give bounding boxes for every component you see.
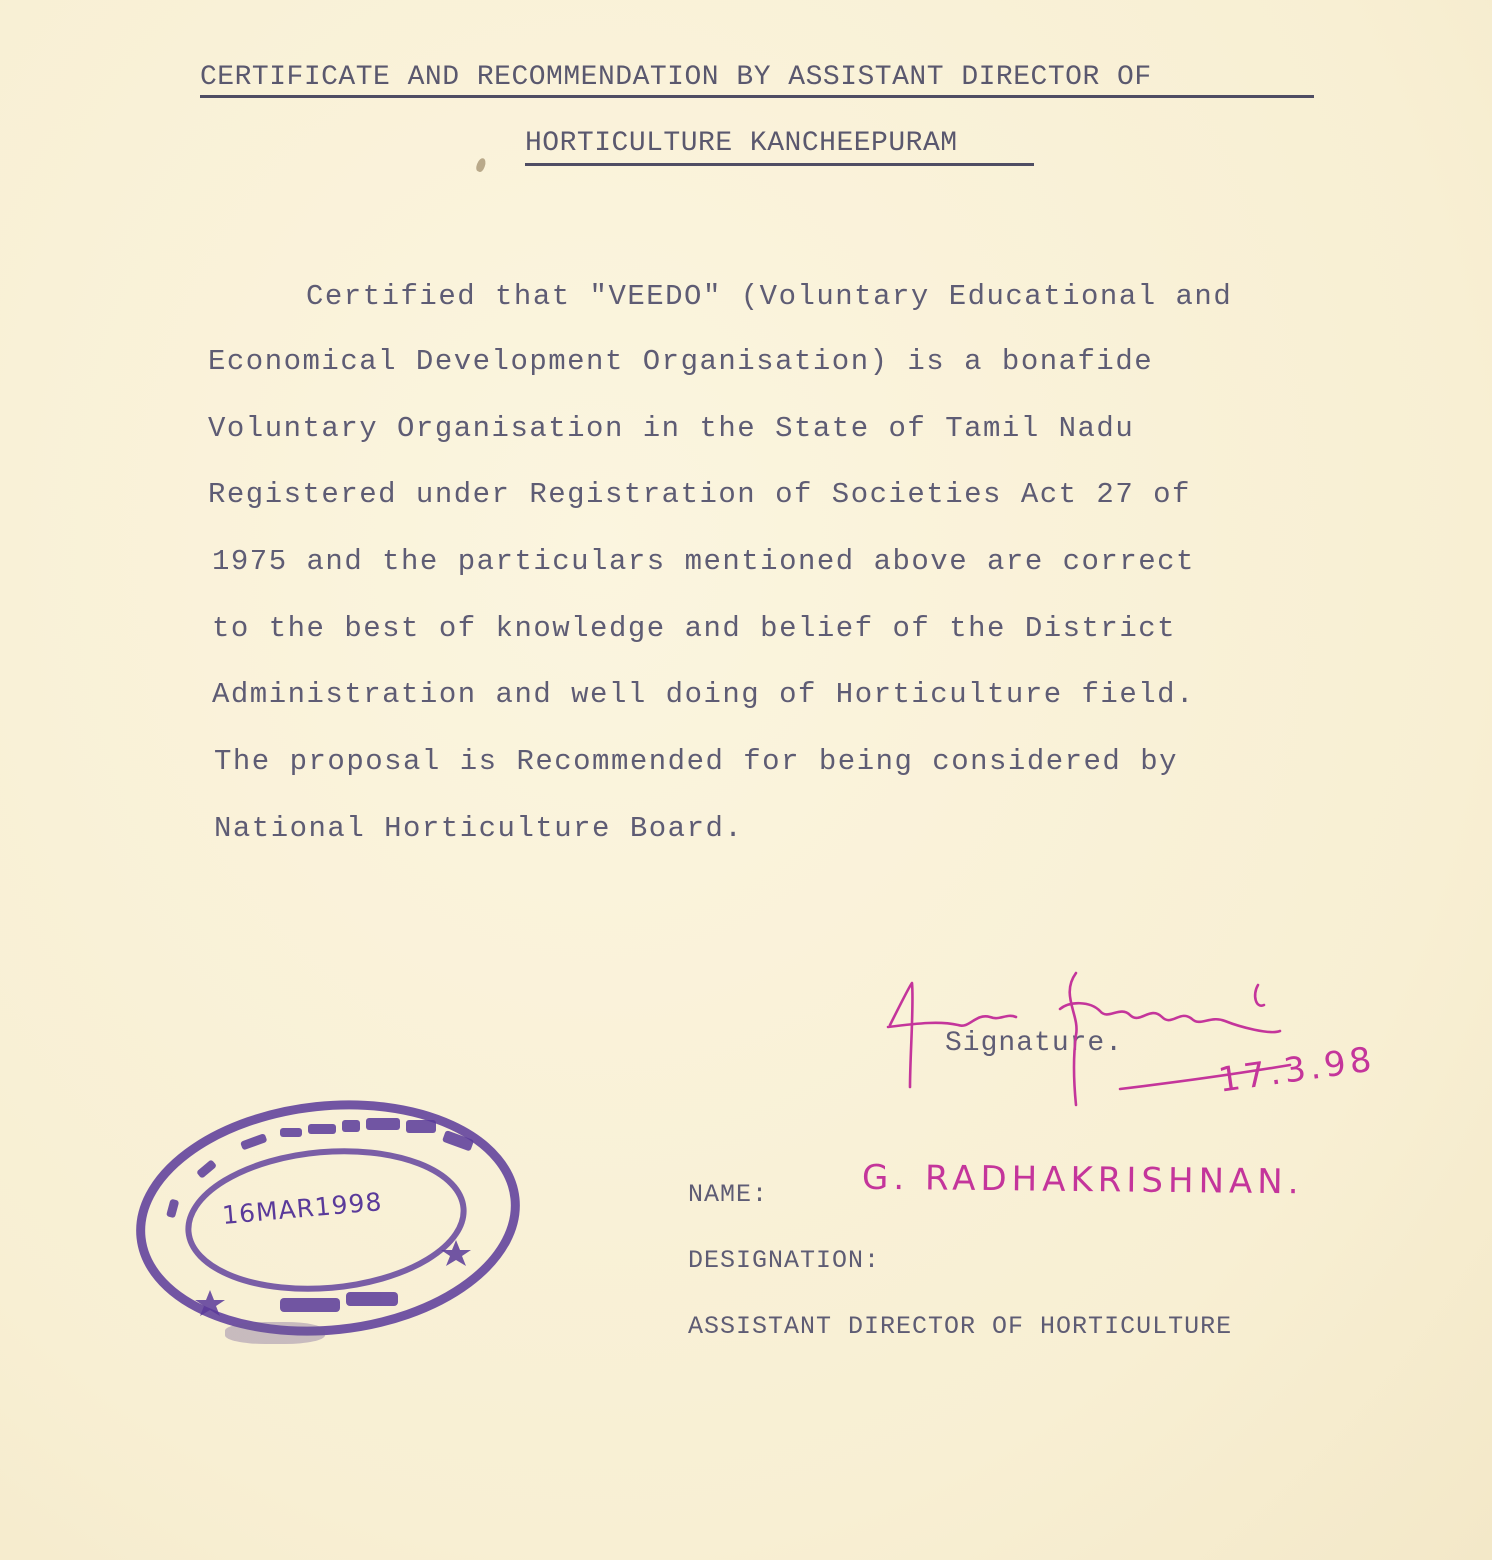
body-line-5: 1975 and the particulars mentioned above are correct (212, 545, 1195, 578)
body-line-9: National Horticulture Board. (214, 812, 744, 845)
body-line-2: Economical Development Organisation) is a bonafide (208, 345, 1154, 378)
name-value: G. RADHAKRISHNAN. (861, 1157, 1304, 1203)
handwritten-date: 17.3.98 (1215, 1039, 1378, 1101)
body-line-6: to the best of knowledge and belief of the District (212, 612, 1177, 645)
body-line-3: Voluntary Organisation in the State of Tamil Nadu (208, 412, 1135, 445)
document-title-line-2: HORTICULTURE KANCHEEPURAM (525, 128, 1034, 166)
body-line-7: Administration and well doing of Horticulture field. (212, 678, 1195, 711)
stamp-date: 16MAR1998 (221, 1187, 384, 1230)
ink-mark (475, 157, 487, 173)
stamp-smudge (225, 1322, 325, 1344)
signature-label: Signature. (945, 1028, 1124, 1059)
body-line-8: The proposal is Recommended for being considered by (214, 745, 1179, 778)
designation-value: ASSISTANT DIRECTOR OF HORTICULTURE (688, 1312, 1233, 1341)
body-line-4: Registered under Registration of Societies Act 27 of (208, 478, 1191, 511)
document-title-line-1: CERTIFICATE AND RECOMMENDATION BY ASSISTANT DIRECTOR OF (200, 62, 1314, 98)
name-label: NAME: (688, 1180, 769, 1209)
designation-label: DESIGNATION: (688, 1246, 881, 1275)
body-line-1: Certified that "VEEDO" (Voluntary Educational and (306, 280, 1233, 313)
